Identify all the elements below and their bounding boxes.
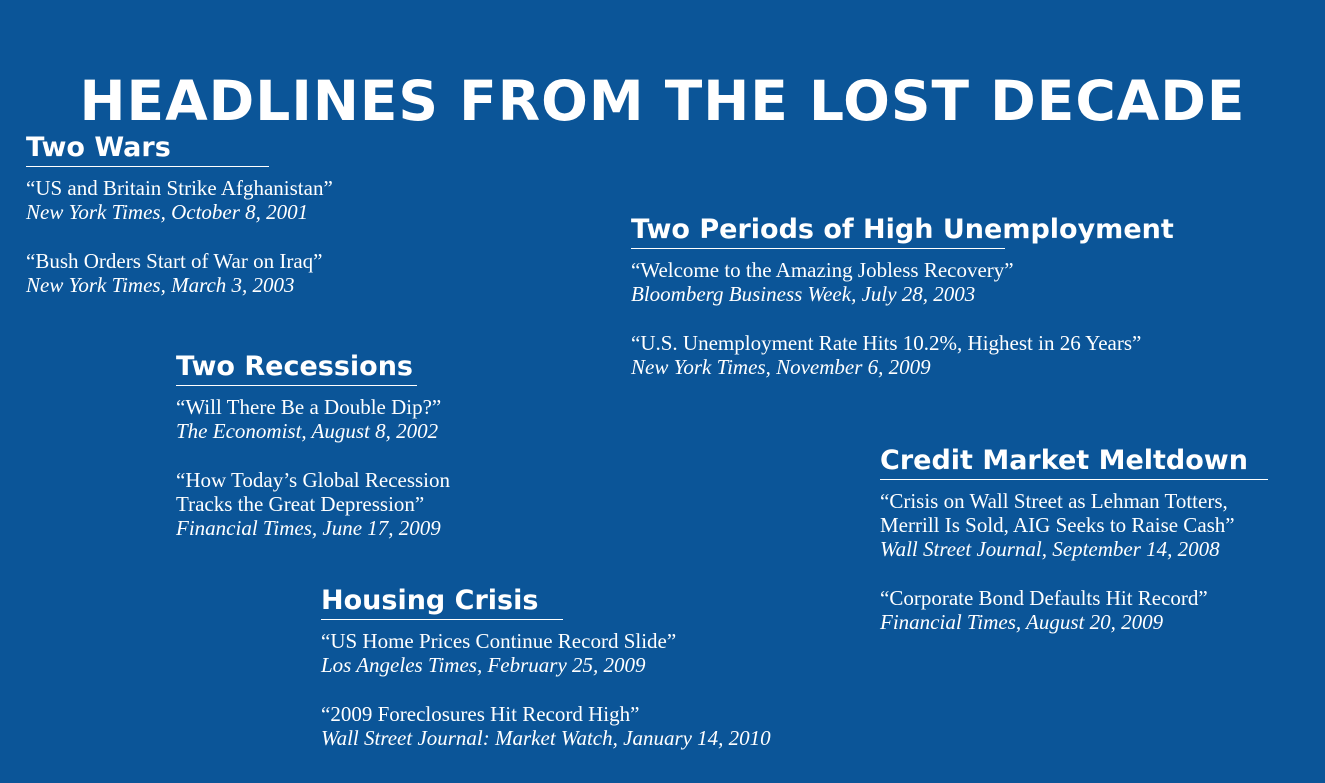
- headline-item: [321, 629, 771, 677]
- headline-item: [631, 258, 1174, 306]
- section-heading: Housing Crisis: [321, 585, 539, 616]
- headline-source: Financial Times, August 20, 2009: [880, 610, 1164, 634]
- page-title: HEADLINES FROM THE LOST DECADE: [79, 68, 1246, 133]
- section-heading: Credit Market Meltdown: [880, 445, 1248, 476]
- headline-quote: “US Home Prices Continue Record Slide”: [321, 629, 677, 653]
- headline-quote: “US and Britain Strike Afghanistan”: [26, 176, 333, 200]
- section-heading: Two Wars: [26, 132, 171, 163]
- headline-source: Wall Street Journal, September 14, 2008: [880, 537, 1220, 561]
- section-high-unemployment: [631, 213, 1174, 379]
- headline-item: [26, 249, 333, 297]
- section-two-wars: [26, 131, 333, 297]
- headline-source: New York Times, March 3, 2003: [26, 273, 295, 297]
- headline-item: [880, 489, 1268, 561]
- headline-quote: “Corporate Bond Defaults Hit Record”: [880, 586, 1208, 610]
- headline-quote: “2009 Foreclosures Hit Record High”: [321, 702, 640, 726]
- headline-quote: “Welcome to the Amazing Jobless Recovery”: [631, 258, 1014, 282]
- section-heading: Two Periods of High Unemployment: [631, 214, 1174, 245]
- headline-item: [176, 468, 450, 540]
- headline-item: [880, 586, 1268, 634]
- headline-source: Bloomberg Business Week, July 28, 2003: [631, 282, 976, 306]
- headline-item: [176, 395, 450, 443]
- heading-underline: [631, 248, 1005, 249]
- headline-item: [321, 702, 771, 750]
- heading-underline: [176, 385, 417, 386]
- headline-item: [26, 176, 333, 224]
- section-credit-meltdown: [880, 444, 1268, 634]
- heading-underline: [880, 479, 1268, 480]
- headline-quote: “Bush Orders Start of War on Iraq”: [26, 249, 323, 273]
- headline-item: [631, 331, 1174, 379]
- headline-quote: “Will There Be a Double Dip?”: [176, 395, 442, 419]
- heading-underline: [26, 166, 269, 167]
- headline-source: Los Angeles Times, February 25, 2009: [321, 653, 646, 677]
- headline-source: The Economist, August 8, 2002: [176, 419, 439, 443]
- headline-source: New York Times, October 8, 2001: [26, 200, 309, 224]
- headline-source: Financial Times, June 17, 2009: [176, 516, 441, 540]
- section-two-recessions: [176, 350, 450, 540]
- headline-source: New York Times, November 6, 2009: [631, 355, 931, 379]
- headline-quote: “Crisis on Wall Street as Lehman Totters, Merrill Is Sold, AIG Seeks to Raise Cash”: [880, 489, 1235, 537]
- heading-underline: [321, 619, 563, 620]
- headline-quote: “How Today’s Global Recession Tracks the Great Depression”: [176, 468, 451, 516]
- section-heading: Two Recessions: [176, 351, 414, 382]
- section-housing-crisis: [321, 584, 771, 750]
- headline-quote: “U.S. Unemployment Rate Hits 10.2%, Highest in 26 Years”: [631, 331, 1142, 355]
- headline-source: Wall Street Journal: Market Watch, January 14, 2010: [321, 726, 771, 750]
